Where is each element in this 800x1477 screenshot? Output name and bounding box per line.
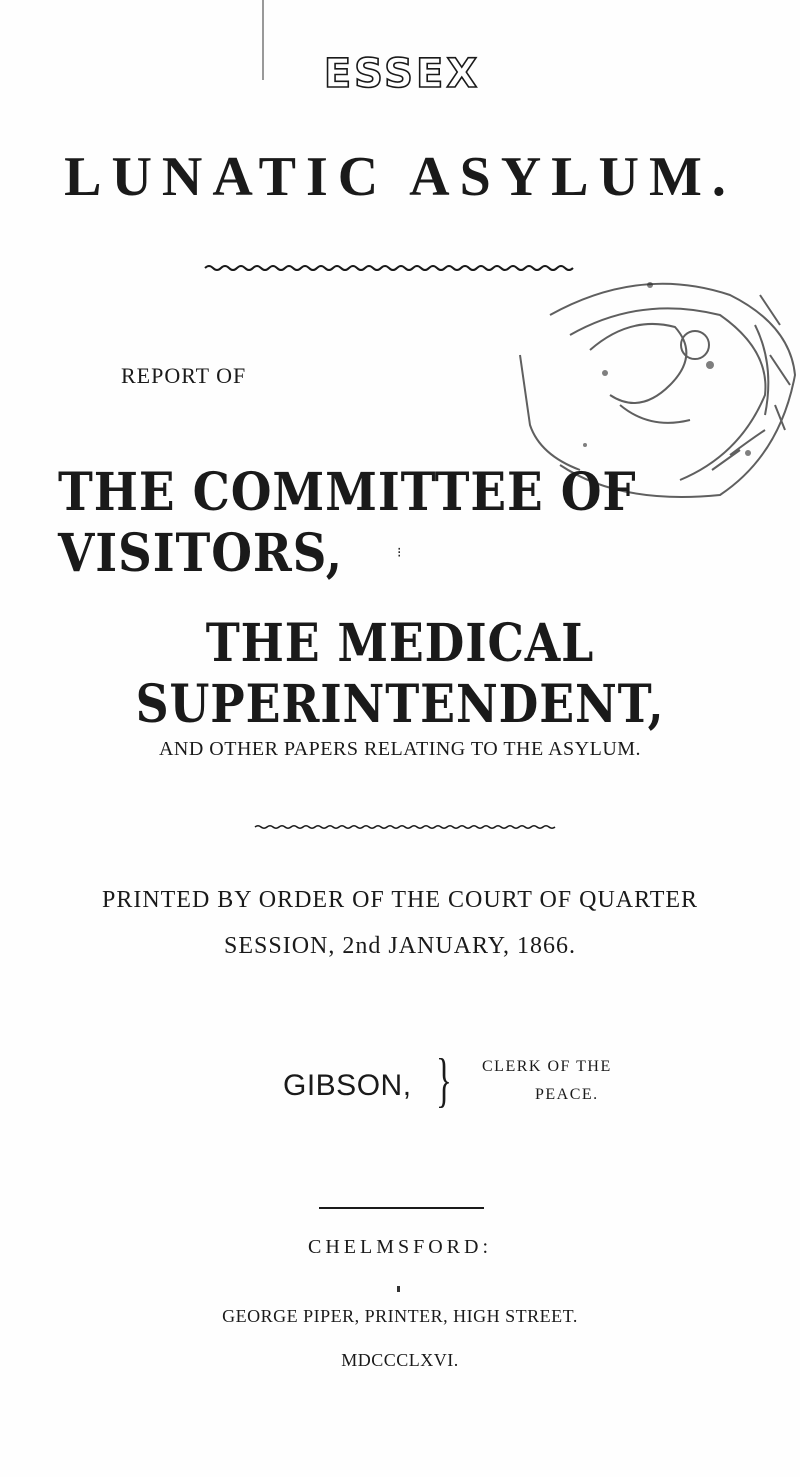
other-papers-line: AND OTHER PAPERS RELATING TO THE ASYLUM. xyxy=(158,738,642,760)
page-title: LUNATIC ASYLUM. xyxy=(64,146,736,208)
superintendent-heading: THE MEDICAL SUPERINTENDENT, xyxy=(135,613,665,735)
clerk-name: GIBSON, xyxy=(283,1069,412,1102)
printed-order-line-1: PRINTED BY ORDER OF THE COURT OF QUARTER xyxy=(101,887,699,913)
margin-mark xyxy=(262,0,264,80)
wavy-rule-icon xyxy=(255,822,545,832)
separator-dots: ⁝ xyxy=(397,546,402,561)
imprint-place: CHELMSFORD: xyxy=(307,1236,493,1258)
clerk-role-line-2: PEACE. xyxy=(535,1086,599,1103)
county-heading: ESSEX xyxy=(323,51,481,97)
stray-mark xyxy=(397,1286,400,1292)
committee-heading: THE COMMITTEE OF VISITORS, xyxy=(58,462,637,584)
imprint-printer: GEORGE PIPER, PRINTER, HIGH STREET. xyxy=(222,1306,578,1326)
clerk-role-line-1: CLERK OF THE xyxy=(482,1058,612,1075)
brace-glyph: } xyxy=(436,1047,452,1113)
printed-order-line-2: SESSION, 2nd JANUARY, 1866. xyxy=(224,933,576,959)
divider-rule xyxy=(319,1207,484,1209)
imprint-year: MDCCCLXVI. xyxy=(341,1350,459,1370)
report-of-label: REPORT OF xyxy=(121,363,247,388)
